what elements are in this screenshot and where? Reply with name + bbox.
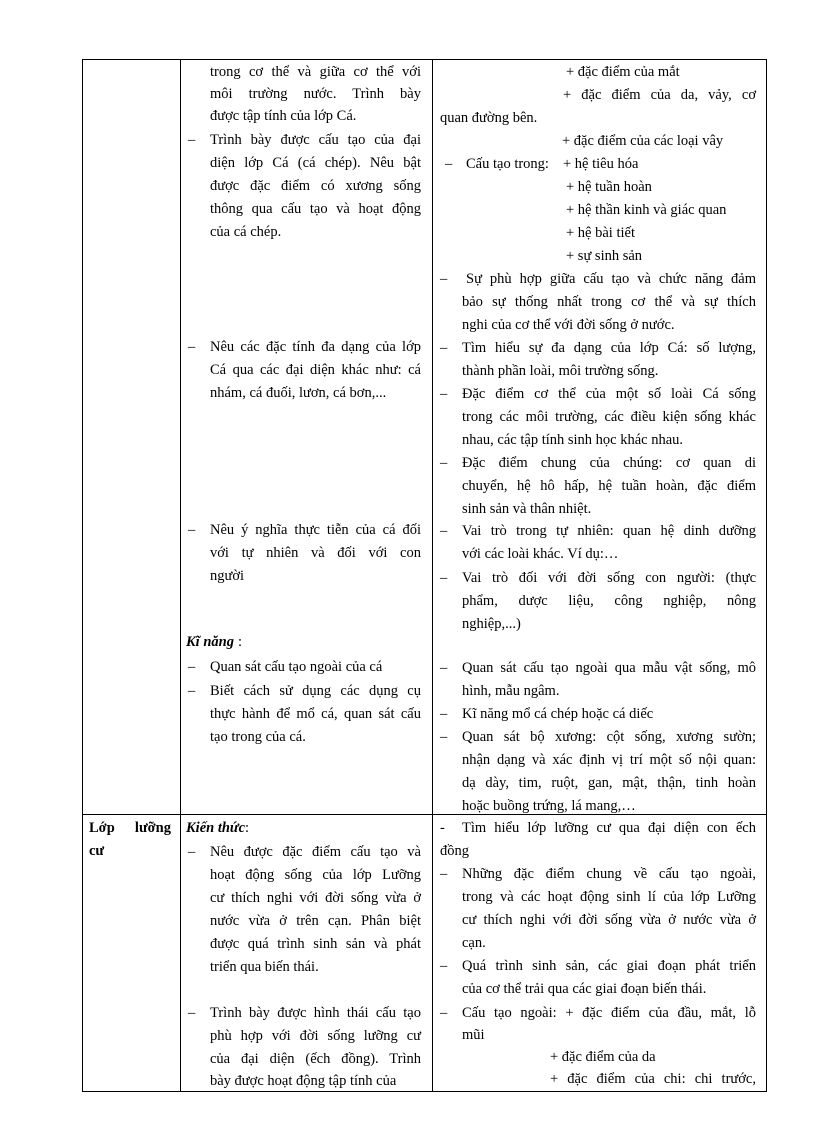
knowledge-item-line: cư thích nghi với đời sống vừa ở <box>210 890 421 906</box>
column-divider-1 <box>180 59 181 1092</box>
content-line: cư thích nghi với đời sống vừa ở nước vừa ở <box>462 912 756 928</box>
knowledge-title-suffix: : <box>245 820 250 836</box>
content-line: Vai trò đối với đời sống con người: (thực <box>462 570 756 586</box>
knowledge-title: Kiến thức <box>186 820 246 836</box>
content-line: hình, mẫu ngâm. <box>462 683 560 699</box>
content-line: Quá trình sinh sản, các giai đoạn phát triển <box>462 958 756 974</box>
knowledge-item-line: triển qua biến thái. <box>210 959 319 975</box>
bullet-dash-icon: – <box>188 339 196 355</box>
content-line: Quan sát cấu tạo ngoài qua mẫu vật sống, mô <box>462 660 756 676</box>
content-subitem: + sự sinh sản <box>566 248 643 264</box>
content-line: đồng <box>440 843 469 859</box>
content-line: cạn. <box>462 935 486 951</box>
content-subitem: + hệ bài tiết <box>566 225 635 241</box>
bullet-dash-icon: – <box>440 958 448 974</box>
bullet-dash-icon: – <box>440 340 448 356</box>
knowledge-item-line: được quá trình sinh sản và phát <box>210 936 421 952</box>
content-line: dạ dày, tim, ruột, gan, mật, thận, tinh hoàn <box>462 775 756 791</box>
knowledge-item-line: bày được hoạt động tập tính của <box>210 1073 397 1089</box>
content-line: sinh sản và thân nhiệt. <box>462 501 592 517</box>
content-line: Đặc điểm cơ thể của một số loài Cá sống <box>462 386 756 402</box>
content-line: quan đường bên. <box>440 110 538 126</box>
content-line: của cơ thể trải qua các giai đoạn biến thái. <box>462 981 707 997</box>
bullet-dash-icon: – <box>440 660 448 676</box>
bullet-dash-icon: – <box>440 1005 448 1021</box>
skill-item-line: Quan sát cấu tạo ngoài của cá <box>210 659 383 675</box>
knowledge-item-line: người <box>210 568 245 584</box>
continued-text-line: môi trường nước. Trình bày <box>210 86 421 102</box>
content-line: + đặc điểm của da, vảy, cơ <box>563 87 756 103</box>
skills-title: Kĩ năng <box>186 634 234 650</box>
knowledge-item-line: Nêu được đặc điểm cấu tạo và <box>210 844 421 860</box>
content-line: thành phần loài, môi trường sống. <box>462 363 659 379</box>
knowledge-item-line: diện lớp Cá (cá chép). Nêu bật <box>210 155 421 171</box>
knowledge-item-line: Nêu các đặc tính đa dạng của lớp <box>210 339 421 355</box>
knowledge-item-line: Cá qua các đại diện khác như: cá <box>210 362 421 378</box>
bullet-dash-icon: – <box>188 659 196 675</box>
bullet-dash-icon: - <box>440 820 445 836</box>
skill-item-line: tạo trong của cá. <box>210 729 306 745</box>
content-subitem: + hệ thần kinh và giác quan <box>566 202 727 218</box>
content-line: phẩm, dược liệu, công nghiệp, nông <box>462 593 756 609</box>
content-line: hoặc buồng trứng, lá mang,… <box>462 798 636 814</box>
skills-colon: : <box>237 634 242 650</box>
knowledge-item-line: nhám, cá đuối, lươn, cá bơn,... <box>210 385 387 401</box>
content-line: chuyển, hệ hô hấp, hệ tuần hoàn, đặc điểm <box>462 478 756 494</box>
table-left-border <box>82 59 83 1092</box>
knowledge-item-line: phù hợp với đời sống lưỡng cư <box>210 1028 421 1044</box>
bullet-dash-icon: – <box>440 570 448 586</box>
skills-heading <box>186 631 242 653</box>
content-line: Tìm hiểu lớp lưỡng cư qua đại diện con ếch <box>462 820 756 836</box>
table-top-border <box>82 59 767 60</box>
knowledge-item-line: của cá chép. <box>210 224 282 240</box>
knowledge-item-line: nước vừa ở trên cạn. Phân biệt <box>210 913 421 929</box>
bullet-dash-icon: – <box>188 522 196 538</box>
bullet-dash-icon: – <box>188 683 196 699</box>
knowledge-item-line: thông qua cấu tạo và hoạt động <box>210 201 421 217</box>
content-line: + đặc điểm của mắt <box>566 64 680 80</box>
content-line: nhau, các tập tính sinh học khác nhau. <box>462 432 684 448</box>
knowledge-item-line: Trình bày được cấu tạo của đại <box>210 132 421 148</box>
content-line: với các loài khác. Ví dụ:… <box>462 546 619 562</box>
content-line: trong và các hoạt động sinh lí của lớp Lưỡng <box>462 889 756 905</box>
topic-title-line: Lớp lưỡng <box>89 820 171 836</box>
content-line: mũi <box>462 1027 485 1043</box>
bullet-dash-icon: – <box>440 386 448 402</box>
bullet-dash-icon: – <box>188 132 196 148</box>
column-divider-2 <box>432 59 433 1092</box>
knowledge-item-line: Trình bày được hình thái cấu tạo <box>210 1005 421 1021</box>
content-subitem: + đặc điểm của chi: chi trước, <box>550 1071 756 1087</box>
content-label: Cấu tạo trong: <box>466 156 549 172</box>
bullet-dash-icon: – <box>188 1005 196 1021</box>
bullet-dash-icon: – <box>440 523 448 539</box>
content-line: Vai trò trong tự nhiên: quan hệ dinh dưỡng <box>462 523 756 539</box>
knowledge-item-line: với tự nhiên và đối với con <box>210 545 421 561</box>
continued-text-line: trong cơ thể và giữa cơ thể với <box>210 64 421 80</box>
bullet-dash-icon: – <box>188 844 196 860</box>
table-right-border <box>766 59 767 1092</box>
content-line: Cấu tạo ngoài: + đặc điểm của đầu, mắt, lỗ <box>462 1005 756 1021</box>
content-subitem: + hệ tiêu hóa <box>563 156 639 172</box>
content-line: bảo sự thống nhất trong cơ thể và sự thích <box>462 294 756 310</box>
knowledge-item-line: hoạt động sống của lớp Lưỡng <box>210 867 421 883</box>
content-line: Kĩ năng mổ cá chép hoặc cá diếc <box>462 706 654 722</box>
knowledge-heading <box>186 817 249 839</box>
bullet-dash-icon: – <box>440 706 448 722</box>
content-line: Những đặc điểm chung về cấu tạo ngoài, <box>462 866 756 882</box>
skill-item-line: thực hành để mổ cá, quan sát cấu <box>210 706 421 722</box>
knowledge-item-line: được đặc điểm có xương sống <box>210 178 421 194</box>
topic-title-line: cư <box>89 843 105 859</box>
skill-item-line: Biết cách sử dụng các dụng cụ <box>210 683 421 699</box>
bullet-dash-icon: – <box>440 729 448 745</box>
bullet-dash-icon: – <box>445 156 453 172</box>
content-line: trong các môi trường, các điều kiện sống khác <box>462 409 756 425</box>
content-subitem: + hệ tuần hoàn <box>566 179 652 195</box>
content-line: Tìm hiểu sự đa dạng của lớp Cá: số lượng, <box>462 340 756 356</box>
content-line: nhận dạng và xác định vị trí một số nội quan: <box>462 752 756 768</box>
table-bottom-border <box>82 1091 767 1092</box>
bullet-dash-icon: – <box>440 866 448 882</box>
content-line: Quan sát bộ xương: cột sống, xương sườn; <box>462 729 756 745</box>
content-line: Sự phù hợp giữa cấu tạo và chức năng đảm <box>466 271 756 287</box>
bullet-dash-icon: – <box>440 455 448 471</box>
knowledge-item-line: của đại diện (ếch đồng). Trình <box>210 1051 421 1067</box>
content-line: nghi của cơ thể với đời sống ở nước. <box>462 317 675 333</box>
continued-text-line: được tập tính của lớp Cá. <box>210 108 357 124</box>
knowledge-item-line: Nêu ý nghĩa thực tiễn của cá đối <box>210 522 421 538</box>
content-line: nghiệp,...) <box>462 616 521 632</box>
bullet-dash-icon: – <box>440 271 448 287</box>
content-line: Đặc điểm chung của chúng: cơ quan di <box>462 455 756 471</box>
content-line: + đặc điểm của các loại vây <box>562 133 724 149</box>
row-divider <box>82 814 767 815</box>
content-subitem: + đặc điểm của da <box>550 1049 656 1065</box>
